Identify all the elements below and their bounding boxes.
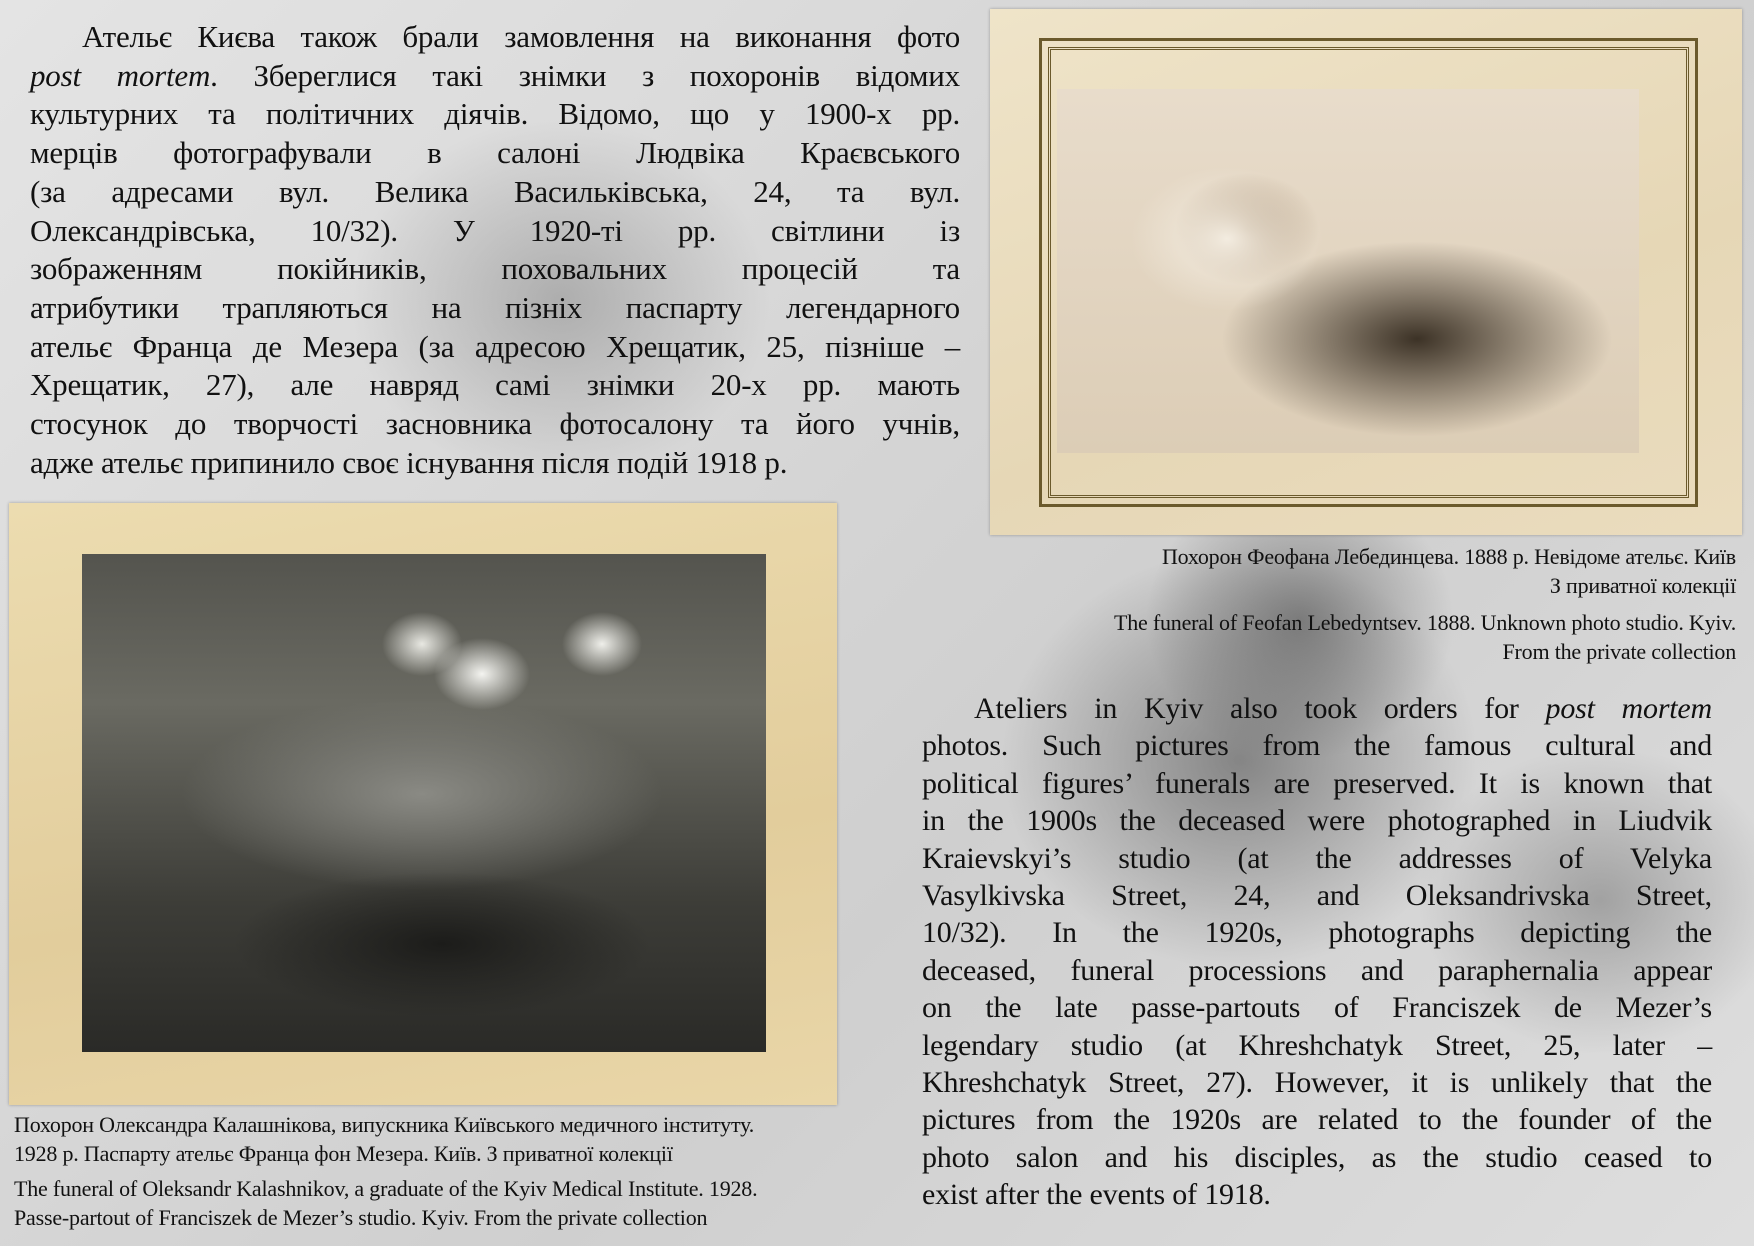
line-text: Ateliers in Kyiv also took orders for (974, 692, 1546, 725)
caption-ua-line: Похорон Феофана Лебединцева. 1888 р. Невідоме ательє. Київ (1161, 544, 1736, 569)
text-line (922, 1027, 1712, 1064)
text-line (30, 366, 960, 405)
line-text: Kraievskyi’s studio (at the addresses of Velyka (922, 841, 1712, 875)
text-line (30, 18, 960, 57)
caption-ua-line: Похорон Олександра Калашнікова, випускника Київського медичного інституту. (14, 1112, 754, 1137)
ukrainian-paragraph (30, 18, 960, 482)
line-text: зображенням покійників, поховальних процесій та (30, 251, 960, 287)
text-line (922, 877, 1712, 914)
english-paragraph (922, 690, 1712, 1214)
line-text: стосунок до творчості засновника фотосалону та його учнів, (30, 406, 960, 442)
text-line (922, 952, 1712, 989)
line-text: Олександрівська, 10/32). У 1920-ті рр. світлини із (30, 212, 960, 248)
line-text: deceased, funeral processions and paraphernalia appear (922, 953, 1712, 987)
line-text: exist after the events of 1918. (922, 1178, 1271, 1212)
italic-term: post mortem (30, 57, 211, 93)
line-text: Vasylkivska Street, 24, and Oleksandrivska Street, (922, 879, 1712, 913)
caption-en-line: The funeral of Feofan Lebedyntsev. 1888. Unknown photo studio. Kyiv. (1113, 610, 1736, 635)
line-text: in the 1900s the deceased were photographed in Liudvik (922, 804, 1712, 838)
text-line (30, 328, 960, 367)
line-text: on the late passe-partouts of Franciszek de Mezer’s (922, 991, 1712, 1025)
text-line (30, 173, 960, 212)
text-line (922, 1176, 1712, 1213)
text-line (922, 1139, 1712, 1176)
line-text: адже ательє припинило своє існування після подій 1918 р. (30, 444, 788, 480)
line-text: Khreshchatyk Street, 27). However, it is unlikely that the (922, 1066, 1712, 1100)
line-text: photo salon and his disciples, as the studio ceased to (922, 1140, 1712, 1174)
line-text: Хрещатик, 27), але навряд самі знімки 20-х рр. мають (30, 367, 960, 403)
photo-deceased-in-uniform (1057, 89, 1639, 453)
caption-en-line: The funeral of Oleksandr Kalashnikov, a graduate of the Kyiv Medical Institute. 1928. (14, 1176, 758, 1201)
line-text: pictures from the 1920s are related to the founder of the (922, 1103, 1712, 1137)
text-line (30, 57, 960, 96)
line-text: (за адресами вул. Велика Васильківська, 24, та вул. (30, 173, 960, 209)
text-line (30, 405, 960, 444)
caption-ua-line: 1928 р. Паспарту ательє Франца фон Мезера. Київ. З приватної колекції (14, 1141, 673, 1166)
line-text: ательє Франца де Мезера (за адресою Хрещатик, 25, пізніше – (30, 328, 960, 364)
text-line (922, 690, 1712, 727)
text-line (922, 1064, 1712, 1101)
line-text: атрибутики трапляються на пізніх паспарту легендарного (30, 289, 960, 325)
text-line (922, 727, 1712, 764)
line-text: мерців фотографували в салоні Людвіка Краєвського (30, 135, 960, 171)
italic-term: post mortem (1545, 692, 1713, 725)
photo-kalashnikov-funeral (9, 503, 837, 1105)
photo-funeral-flowers-ribbons (82, 554, 766, 1052)
line-text: political figures’ funerals are preserved. It is known that (922, 766, 1712, 800)
text-line (922, 914, 1712, 951)
text-line (30, 134, 960, 173)
text-line (30, 444, 960, 483)
text-line (922, 840, 1712, 877)
caption-kalashnikov (14, 1110, 914, 1232)
caption-ua-line: З приватної колекції (1549, 573, 1736, 598)
caption-en-line: From the private collection (1502, 639, 1736, 664)
caption-lebedyntsev (976, 542, 1736, 666)
line-text: культурних та політичних діячів. Відомо, що у 1900-х рр. (30, 96, 960, 132)
line-text: . Збереглися такі знімки з похоронів відомих (210, 57, 960, 93)
text-line (30, 95, 960, 134)
text-line (922, 1101, 1712, 1138)
line-text: legendary studio (at Khreshchatyk Street, 25, later – (922, 1028, 1712, 1062)
caption-en-line: Passe-partout of Franciszek de Mezer’s studio. Kyiv. From the private collection (14, 1205, 708, 1230)
text-line (30, 250, 960, 289)
text-line (922, 989, 1712, 1026)
photo-lebedyntsev-funeral (990, 9, 1742, 535)
text-line (922, 802, 1712, 839)
text-line (30, 289, 960, 328)
line-text: Ательє Києва також брали замовлення на виконання фото (82, 19, 960, 54)
text-line (30, 212, 960, 251)
line-text: 10/32). In the 1920s, photographs depicting the (922, 916, 1712, 950)
line-text: photos. Such pictures from the famous cultural and (922, 729, 1712, 763)
text-line (922, 765, 1712, 802)
